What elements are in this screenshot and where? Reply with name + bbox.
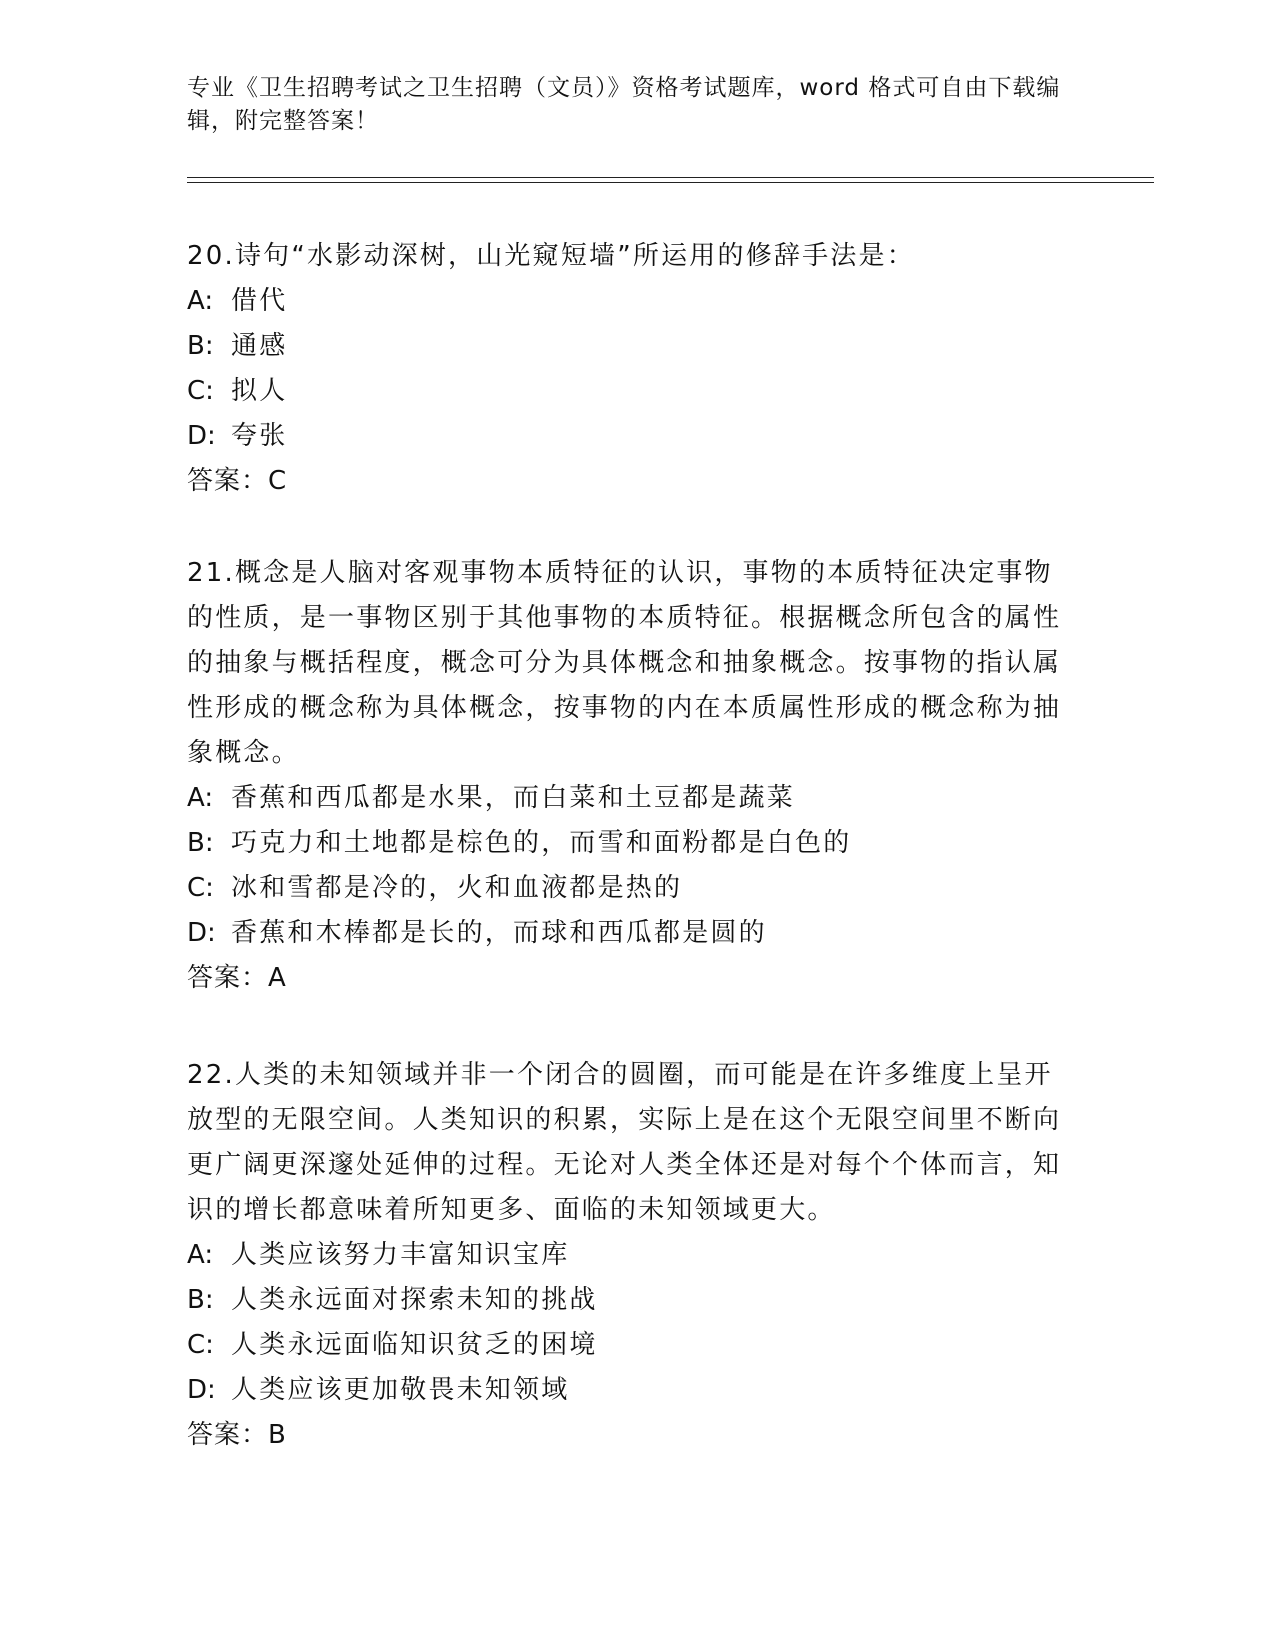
option-text: 人类应该努力丰富知识宝库 [231, 1240, 570, 1270]
option-text: 人类永远面临知识贫乏的困境 [231, 1330, 598, 1360]
option-text: 人类永远面对探索未知的挑战 [231, 1285, 598, 1315]
option-letter: B: [187, 1285, 214, 1315]
option-text: 夸张 [231, 421, 288, 451]
option-c [187, 866, 1077, 911]
option-letter: B: [187, 828, 214, 858]
answer-label: 答案：A [187, 963, 287, 993]
option-a [187, 279, 1077, 324]
option-b [187, 1278, 1077, 1323]
option-text: 冰和雪都是冷的，火和血液都是热的 [231, 873, 683, 903]
option-letter: C: [187, 376, 214, 406]
option-letter: D: [187, 1375, 216, 1405]
option-text: 通感 [231, 331, 288, 361]
option-c [187, 1323, 1077, 1368]
option-letter: C: [187, 1330, 214, 1360]
option-c [187, 369, 1077, 414]
option-a [187, 1233, 1077, 1278]
option-d [187, 1368, 1077, 1413]
option-letter: B: [187, 331, 214, 361]
question-21 [187, 551, 1077, 1001]
option-text: 拟人 [231, 376, 288, 406]
answer-label: 答案：C [187, 466, 288, 496]
option-letter: C: [187, 873, 214, 903]
question-stem: 21.概念是人脑对客观事物本质特征的认识，事物的本质特征决定事物的性质，是一事物区别于其他事物的本质特征。根据概念所包含的属性的抽象与概括程度，概念可分为具体概念和抽象概念。按事物的指认属性形成的概念称为具体概念，按事物的内在本质属性形成的概念称为抽象概念。 [187, 558, 1062, 768]
option-text: 巧克力和土地都是棕色的，而雪和面粉都是白色的 [231, 828, 852, 858]
option-b [187, 324, 1077, 369]
option-letter: D: [187, 918, 216, 948]
question-22 [187, 1053, 1077, 1458]
option-a [187, 776, 1077, 821]
header-divider-top [187, 177, 1154, 178]
option-d [187, 414, 1077, 459]
question-stem: 20.诗句“水影动深树，山光窥短墙”所运用的修辞手法是： [187, 241, 915, 271]
option-text: 香蕉和木棒都是长的，而球和西瓜都是圆的 [231, 918, 767, 948]
option-d [187, 911, 1077, 956]
header-divider-bottom [187, 182, 1154, 183]
option-text: 人类应该更加敬畏未知领域 [231, 1375, 570, 1405]
question-stem: 22.人类的未知领域并非一个闭合的圆圈，而可能是在许多维度上呈开放型的无限空间。人类知识的积累，实际上是在这个无限空间里不断向更广阔更深邃处延伸的过程。无论对人类全体还是对每个个体而言，知识的增长都意味着所知更多、面临的未知领域更大。 [187, 1060, 1062, 1225]
option-letter: A: [187, 783, 214, 813]
document-header: 专业《卫生招聘考试之卫生招聘（文员）》资格考试题库，word 格式可自由下载编辑，附完整答案！ [187, 75, 1061, 134]
option-letter: D: [187, 421, 216, 451]
option-text: 香蕉和西瓜都是水果，而白菜和土豆都是蔬菜 [231, 783, 796, 813]
option-text: 借代 [231, 286, 288, 316]
answer-label: 答案：B [187, 1420, 287, 1450]
option-letter: A: [187, 286, 214, 316]
option-letter: A: [187, 1240, 214, 1270]
option-b [187, 821, 1077, 866]
question-20 [187, 234, 1077, 504]
